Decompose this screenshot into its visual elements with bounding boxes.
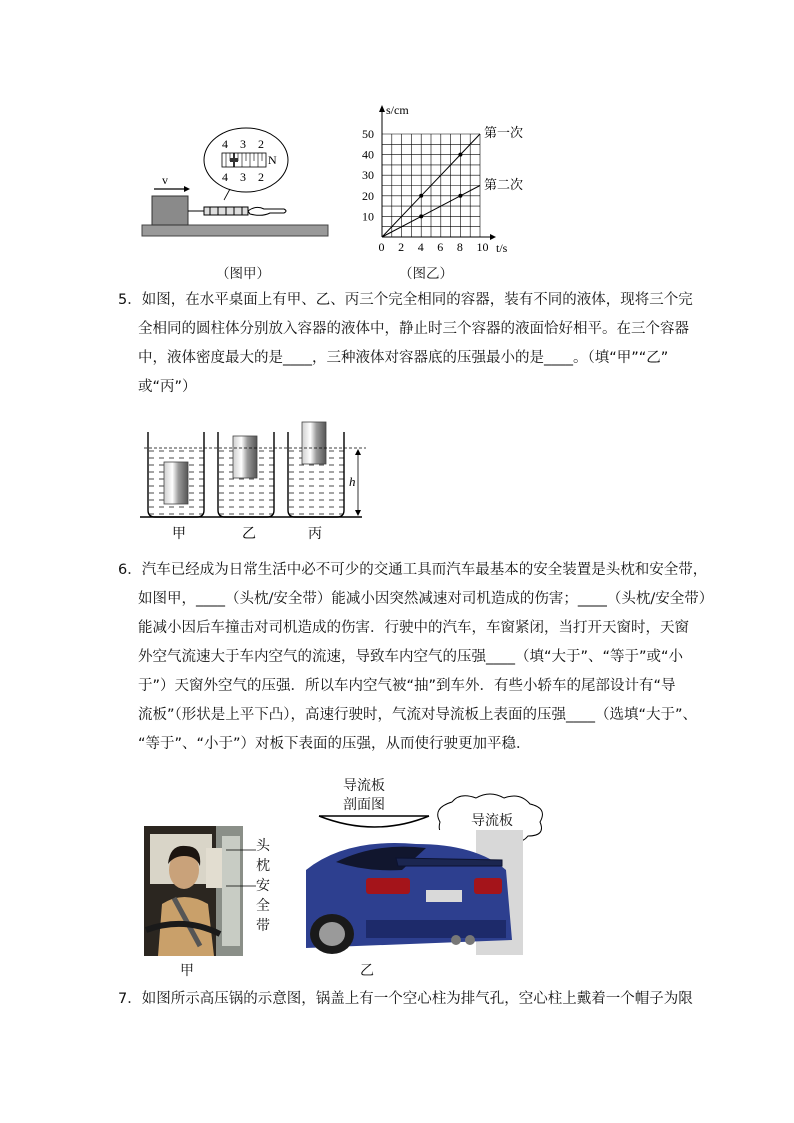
table-surface (142, 225, 328, 236)
x-tick-label: 6 (437, 240, 444, 254)
series-point (419, 194, 423, 198)
cylinder-yi (233, 436, 257, 478)
x-tick-label: 8 (456, 240, 463, 254)
figure-yi-caption: （图乙） (399, 266, 453, 282)
question-7 (118, 985, 693, 1014)
scale-bottom-2: 2 (258, 170, 264, 184)
label-bing: 丙 (308, 526, 322, 540)
x-tick-label: 4 (417, 240, 424, 254)
series-label-1: 第一次 (484, 126, 524, 141)
scale-bottom-3: 3 (240, 170, 246, 184)
figure-jia-block-spring (138, 125, 338, 245)
figure-jia-label: 甲 (180, 963, 194, 979)
velocity-label: v (162, 173, 168, 187)
q6-line-3: 能减小因后车撞击对司机造成的伤害．行驶中的汽车，车窗紧闭，当打开天窗时，天窗 (138, 620, 689, 636)
q5-line-4: 或“丙”） (138, 379, 197, 395)
q5-line-2: 全相同的圆柱体分别放入容器的液体中，静止时三个容器的液面恰好相平。在三个容器 (138, 321, 689, 337)
unit-n-label: N (268, 153, 277, 167)
h-label: h (349, 474, 356, 489)
series-point (458, 194, 462, 198)
y-tick-label: 30 (362, 168, 374, 183)
series-point (419, 214, 423, 218)
spoiler-section-title: 导流板 剖面图 (343, 778, 385, 813)
label-yi: 乙 (242, 526, 256, 540)
st-chart (352, 100, 542, 260)
q6-line-4: 外空气流速大于车内空气的流速，导致车内空气的压强____（填“大于”、“等于”或“小 (138, 649, 684, 665)
q5-line-1: 5．如图，在水平桌面上有甲、乙、丙三个完全相同的容器，装有不同的液体，现将三个完 (118, 292, 693, 308)
question-5 (118, 286, 693, 402)
x-axis-label: t/s (496, 241, 508, 255)
y-axis-label: s/cm (386, 103, 409, 117)
label-jia: 甲 (172, 526, 186, 540)
x-tick-label: 10 (476, 240, 489, 254)
series-point (458, 153, 462, 157)
q7-line-1: 7．如图所示高压锅的示意图，锅盖上有一个空心柱为排气孔，空心柱上戴着一个帽子为限 (118, 991, 693, 1007)
figure-containers (138, 420, 378, 540)
y-tick-label: 10 (362, 209, 374, 224)
cylinder-bing (302, 422, 326, 464)
scale-bottom-4: 4 (222, 170, 228, 184)
figure-yi-label: 乙 (360, 963, 374, 979)
photo-car-spoiler (306, 830, 523, 955)
bubble-text: 导流板 (471, 813, 513, 829)
x-tick-label: 0 (378, 240, 385, 254)
q5-line-3: 中，液体密度最大的是____，三种液体对容器底的压强最小的是____。（填“甲”“乙” (138, 350, 669, 366)
block (152, 196, 188, 225)
y-tick-label: 20 (362, 188, 374, 203)
q6-line-1: 6．汽车已经成为日常生活中必不可少的交通工具而汽车最基本的安全装置是头枕和安全带， (118, 562, 708, 578)
q6-line-7: “等于”、“小于”）对板下表面的压强，从而使行驶更加平稳． (138, 736, 531, 752)
question-6 (118, 556, 714, 759)
y-tick-label: 40 (362, 147, 374, 162)
headrest-label: 头 枕 (256, 838, 270, 874)
scale-top-4: 4 (222, 137, 228, 151)
y-tick-label: 50 (362, 127, 374, 141)
hand (248, 207, 286, 215)
scale-top-3: 3 (240, 137, 246, 151)
series-label-2: 第二次 (484, 178, 524, 193)
q6-line-6: 流板”（形状是上平下凸），高速行驶时，气流对导流板上表面的压强____（选填“大于”、 (138, 707, 698, 723)
q6-line-5: 于”）天窗外空气的压强．所以车内空气被“抽”到车外．有些小轿车的尾部设计有“导 (138, 678, 676, 694)
scale-top-2: 2 (258, 137, 264, 151)
seatbelt-label: 安 全 带 (256, 878, 270, 934)
x-tick-label: 2 (398, 240, 405, 254)
cylinder-jia (164, 462, 188, 504)
q6-line-2: 如图甲，____（头枕/安全带）能减小因突然减速对司机造成的伤害；____（头枕/安全带） (138, 591, 714, 607)
figure-jia-caption: （图甲） (216, 266, 270, 282)
